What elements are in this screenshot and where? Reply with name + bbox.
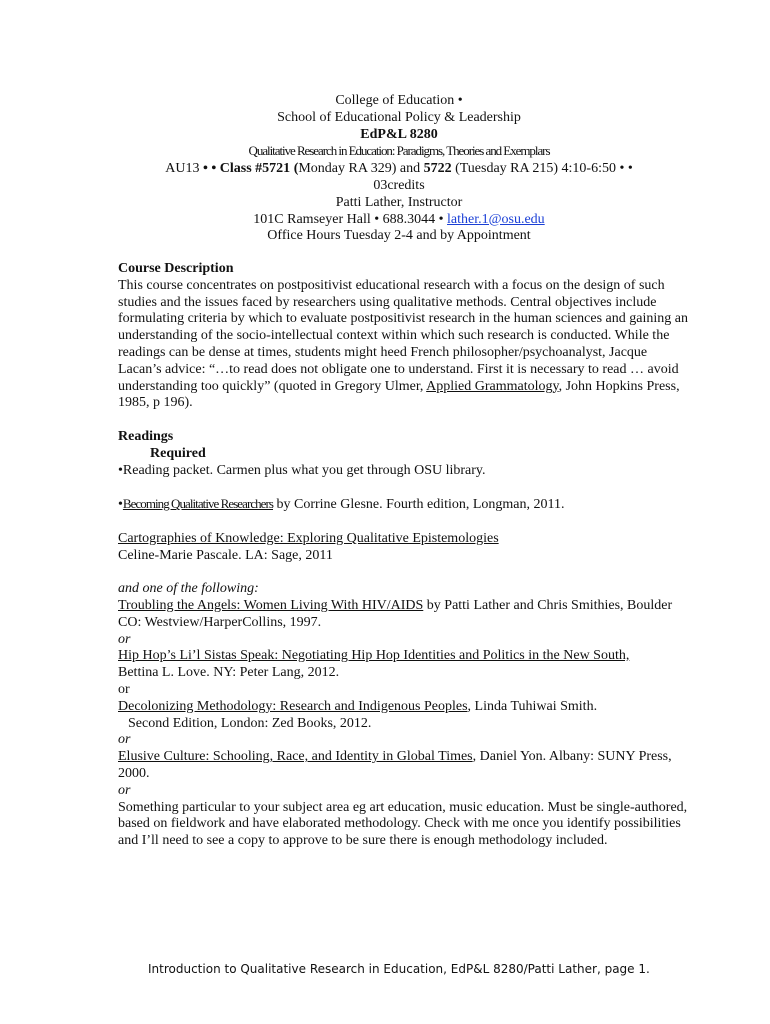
office-hours-line: Office Hours Tuesday 2-4 and by Appointment [267, 228, 531, 244]
choice-intro: and one of the following: [118, 581, 259, 597]
school-line: School of Educational Policy & Leadership [277, 109, 521, 125]
reading-item-packet: •Reading packet. Carmen plus what you get through OSU library. [118, 462, 486, 478]
or-separator: or [118, 732, 131, 748]
course-code: EdP&L 8280 [360, 126, 438, 142]
option-decolonizing-details: Second Edition, London: Zed Books, 2012. [128, 715, 372, 731]
schedule-line: AU13 • • Class #5721 (Monday RA 329) and 5722 (Tuesday RA 215) 4:10-6:50 • • [165, 161, 633, 177]
option-decolonizing: Decolonizing Methodology: Research and Indigenous Peoples, Linda Tuhiwai Smith. [118, 698, 598, 714]
option-subject-area: Something particular to your subject area eg art education, music education. Must be single-authored, based on fieldwork and have elaborated methodology. Check with me once you identify possibilities and I’ll need to see a copy to approve to be sure there is enough methodology included. [118, 799, 688, 849]
course-header [0, 93, 770, 245]
email-link[interactable]: lather.1@osu.edu [447, 211, 545, 227]
course-title: Qualitative Research in Education: Paradigms, Theories and Exemplars [248, 143, 550, 159]
reading-item-pascale-details: Celine-Marie Pascale. LA: Sage, 2011 [118, 547, 333, 563]
reading-item-pascale: Cartographies of Knowledge: Exploring Qualitative Epistemologies [118, 530, 499, 546]
reading-item-glesne: •Becoming Qualitative Researchers by Corrine Glesne. Fourth edition, Longman, 2011. [118, 496, 565, 513]
or-separator: or [118, 681, 130, 697]
or-separator: or [118, 631, 131, 647]
college-line: College of Education • [335, 93, 463, 108]
office-line: 101C Ramseyer Hall • 688.3044 • lather.1@osu.edu [253, 211, 545, 227]
readings-heading: Readings [118, 428, 174, 444]
description-paragraph: This course concentrates on postpositivist educational research with a focus on the design of such studies and the issues faced by researchers using qualitative methods. Central objectives include formulating criteria by which to evaluate postpositivist research in the human sciences and gaining an understanding of the socio-intellectual context within which such research is conducted. While the readings can be dense at times, students might heed French philosopher/psychoanalyst, Jacque Lacan’s advice: “…to read does not obligate one to understand. First it is necessary to read … avoid understanding too quickly” (quoted in Gregory Ulmer, Applied Grammatology, John Hopkins Press, 1985, p 196). [118, 277, 688, 411]
or-separator: or [118, 782, 131, 798]
credits-line: 03credits [373, 177, 425, 193]
instructor-line: Patti Lather, Instructor [335, 194, 463, 210]
required-heading: Required [150, 445, 206, 461]
document-body [118, 261, 693, 850]
option-troubling-angels: Troubling the Angels: Women Living With HIV/AIDS by Patti Lather and Chris Smithies, Boulder CO: Westview/HarperCollins, 1997. [118, 597, 673, 630]
option-elusive-culture: Elusive Culture: Schooling, Race, and Identity in Global Times, Daniel Yon. Albany: SUNY Press, 2000. [118, 749, 672, 781]
page-footer: Introduction to Qualitative Research in Education, EdP&L 8280/Patti Lather, page 1. [148, 962, 650, 976]
book-title-applied-grammatology: Applied Grammatology [426, 378, 559, 394]
description-heading: Course Description [118, 261, 234, 276]
option-hip-hop: Hip Hop’s Li’l Sistas Speak: Negotiating Hip Hop Identities and Politics in the New South, [118, 648, 630, 664]
option-hip-hop-details: Bettina L. Love. NY: Peter Lang, 2012. [118, 665, 340, 681]
